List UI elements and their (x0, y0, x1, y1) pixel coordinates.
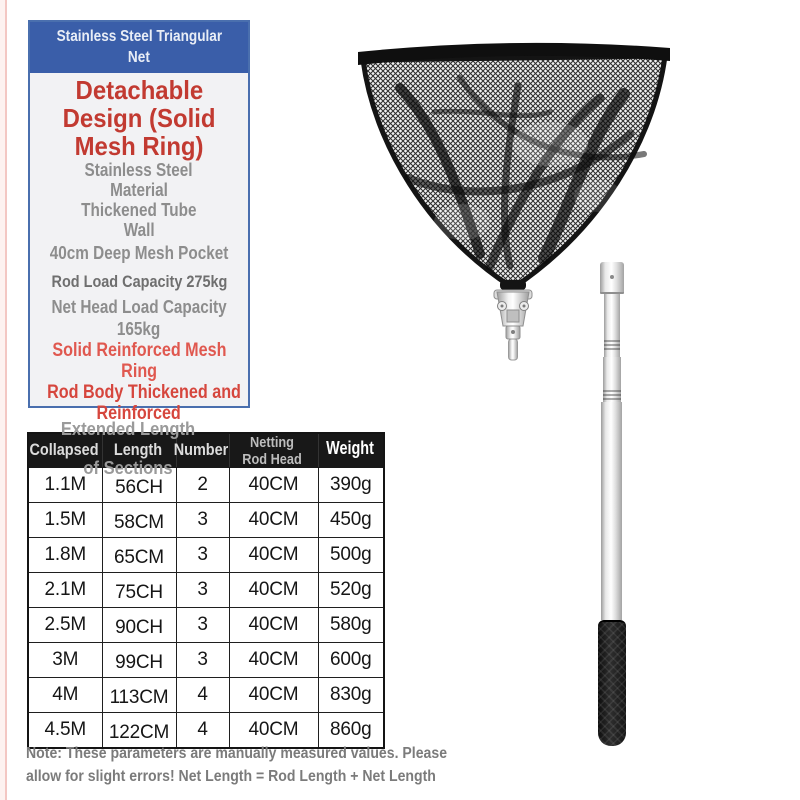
rod-groove-ring (603, 398, 621, 400)
spec-cell: 2.1M (28, 573, 102, 608)
spec-cell: 40CM (229, 678, 318, 713)
feature-material: Stainless Steel Material (84, 160, 194, 200)
note-line2: allow for slight errors! Net Length = Rod Length + Net Length (26, 768, 436, 785)
rod-handle-grip (598, 620, 626, 746)
spec-cell: 40CM (229, 468, 318, 503)
feature-tube-wall: Thickened Tube Wall (81, 200, 197, 240)
rod-groove-ring (604, 344, 620, 346)
note-line1: Note: These parameters are manually measured values. Please (26, 745, 448, 762)
card-header (30, 22, 248, 73)
spec-row (28, 678, 384, 713)
table-header-weight: Weight (326, 438, 374, 458)
spec-cell: 3M (28, 643, 102, 678)
spec-cell: 40CM (229, 538, 318, 573)
rod-photo (597, 262, 627, 748)
table-header-netting: Netting (250, 434, 294, 451)
spec-cell: 450g (318, 503, 384, 538)
spec-cell: 99CH (102, 643, 176, 678)
title-line: Detachable (75, 75, 203, 105)
spec-cell: 500g (318, 538, 384, 573)
note-text (26, 742, 504, 788)
net-mesh-body (363, 56, 665, 288)
feature-mesh-pocket: 40cm Deep Mesh Pocket (49, 243, 229, 263)
spec-row (28, 573, 384, 608)
spec-cell: 4 (176, 713, 229, 749)
spec-cell: 40CM (229, 503, 318, 538)
rod-groove-ring (604, 348, 620, 350)
spec-cell: 3 (176, 503, 229, 538)
rod-screw-dot (610, 275, 614, 279)
spec-cell: 2.5M (28, 608, 102, 643)
spec-cell: 3 (176, 643, 229, 678)
feature-mesh-ring: Solid Reinforced Mesh Ring (51, 340, 227, 382)
spec-row (28, 538, 384, 573)
spec-cell: 580g (318, 608, 384, 643)
spec-row (28, 608, 384, 643)
table-header-number: Number (173, 440, 229, 459)
spec-cell: 90CH (102, 608, 176, 643)
card-header-line1: Stainless Steel Triangular (56, 28, 222, 45)
spec-cell: 65CM (102, 538, 176, 573)
left-edge-line (5, 0, 7, 800)
spec-cell: 1.5M (28, 503, 102, 538)
table-header-collapsed: Collapsed (29, 440, 99, 459)
spec-cell: 600g (318, 643, 384, 678)
table-header-length: Length (113, 440, 163, 459)
table-header-rod-head: Rod Head (242, 451, 302, 468)
spec-cell: 3 (176, 573, 229, 608)
spec-cell: 4.5M (28, 713, 102, 749)
spec-cell: 58CM (102, 503, 176, 538)
spec-cell: 3 (176, 608, 229, 643)
net-connector (494, 280, 532, 360)
feature-net-head-capacity: Net Head Load Capacity 165kg (51, 297, 227, 339)
info-card (28, 20, 250, 424)
title-line: Mesh Ring) (74, 131, 204, 161)
spec-cell: 860g (318, 713, 384, 749)
spec-cell: 40CM (229, 643, 318, 678)
spec-cell: 4 (176, 678, 229, 713)
spec-cell: 3 (176, 538, 229, 573)
title-line: Design (Solid (62, 103, 216, 133)
spec-table (27, 432, 385, 749)
spec-cell: 830g (318, 678, 384, 713)
rod-groove-ring (604, 340, 620, 342)
spec-cell: 40CM (229, 608, 318, 643)
spec-cell: 390g (318, 468, 384, 503)
spec-cell: 75CH (102, 573, 176, 608)
feature-rod-reinforced: Rod Body Thickened and Reinforced (47, 382, 241, 424)
table-ghost-header-extended-length: Extended Length (60, 419, 196, 439)
rod-groove-ring (603, 394, 621, 396)
spec-row (28, 503, 384, 538)
product-title (30, 76, 248, 160)
spec-cell: 122CM (102, 713, 176, 749)
spec-cell: 4M (28, 678, 102, 713)
spec-cell: 40CM (229, 573, 318, 608)
feature-rod-capacity: Rod Load Capacity 275kg (51, 272, 227, 291)
spec-cell: 1.1M (28, 468, 102, 503)
net-photo (338, 16, 694, 368)
spec-cell: 1.8M (28, 538, 102, 573)
spec-cell: 520g (318, 573, 384, 608)
spec-row (28, 643, 384, 678)
card-header-line2: Net (128, 49, 150, 66)
spec-cell: 113CM (102, 678, 176, 713)
rod-groove-ring (603, 390, 621, 392)
spec-cell: 56CH (102, 468, 176, 503)
rod-main-tube (601, 402, 622, 620)
spec-row (28, 468, 384, 503)
spec-cell: 40CM (229, 713, 318, 749)
spec-cell: 2 (176, 468, 229, 503)
table-ghost-header-of-sections: of Sections (83, 458, 173, 478)
